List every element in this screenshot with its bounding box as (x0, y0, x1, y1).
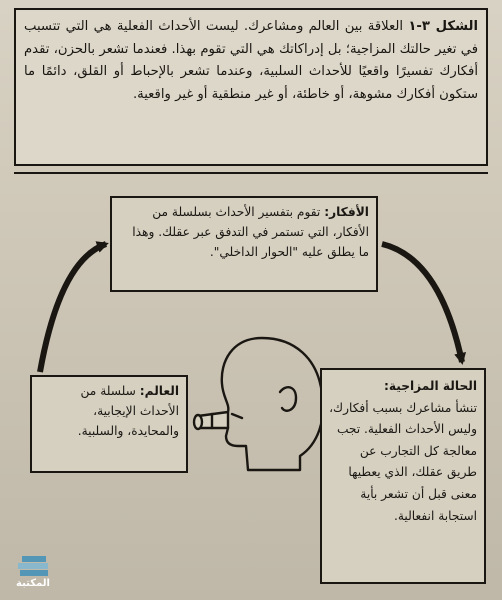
mood-box (320, 368, 486, 584)
thoughts-box (110, 196, 378, 292)
thoughts-heading: الأفكار: (324, 205, 369, 219)
book-stack-icon (4, 552, 64, 598)
head-with-telescope-icon (194, 338, 323, 470)
thoughts-text: تقوم بتفسير الأحداث بسلسلة من الأفكار، التي تستمر في التدفق عبر عقلك. وهذا ما يطلق عليه "الحوار الداخلي". (132, 205, 369, 259)
arrow-world-to-thoughts (40, 244, 106, 372)
caption-title: الشكل ٣-١ (408, 19, 478, 34)
arrow-thoughts-to-mood (382, 244, 462, 362)
world-heading: العالم: (139, 384, 179, 398)
world-box (30, 375, 188, 473)
mood-heading: الحالة المزاجية: (383, 379, 477, 393)
mood-text: تنشأ مشاعرك بسبب أفكارك، وليس الأحداث الفعلية. تجب معالجة كل التجارب عن طريق عقلك، الذي يعطيها معنى قبل أن تشعر بأية استجابة انفعالية. (329, 400, 477, 523)
caption-text: العلاقة بين العالم ومشاعرك. ليست الأحداث الفعلية هي التي تتسبب في تغير حالتك المزاجية؛ بل إدراكاتك هي التي تقوم بهذا. فعندما تشعر بالحزن، تقدم أفكارك تفسيرًا واقعيًا للأحداث السلبية، وعندما تشعر بالإحباط أو القلق، دائمًا ما ستكون أفكارك مشوهة، أو خاطئة، أو غير منطقية أو غير واقعية. (24, 19, 478, 102)
watermark-text: المكتبة (16, 578, 50, 589)
world-text: سلسلة من الأحداث الإيجابية، والمحايدة، والسلبية. (77, 384, 179, 438)
